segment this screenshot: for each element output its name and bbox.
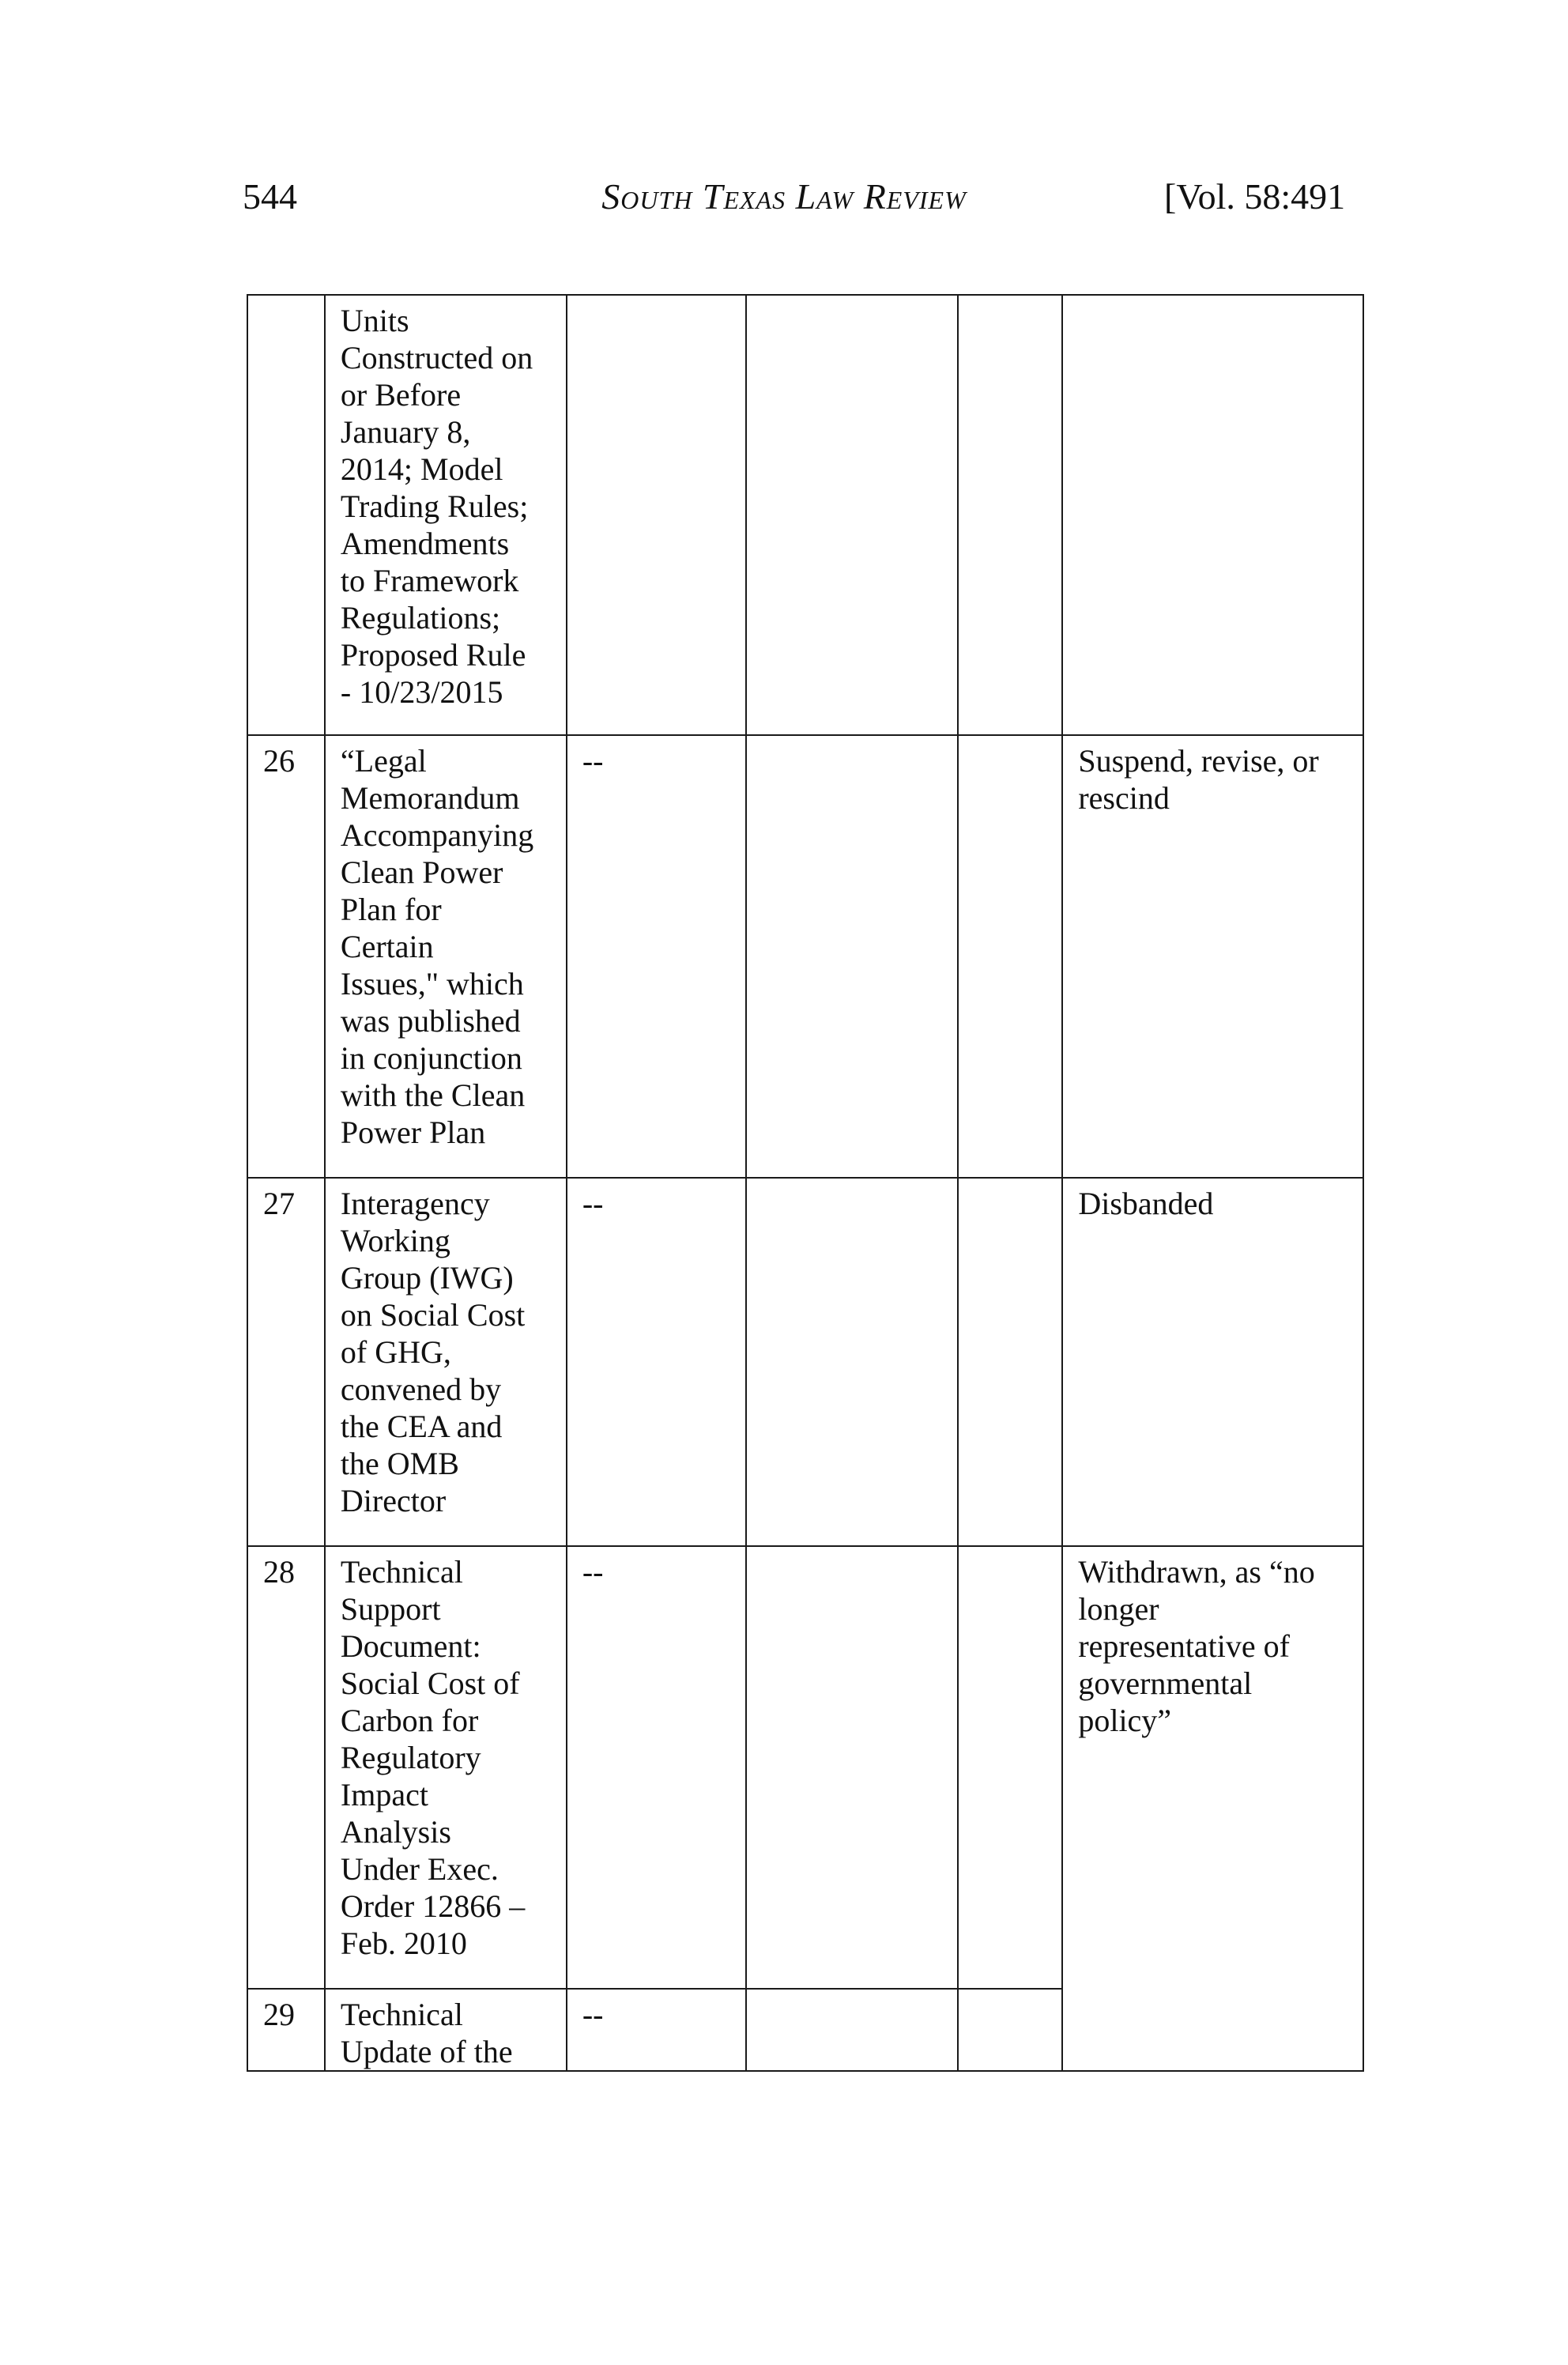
row-number-cell: 28 [247, 1546, 325, 1989]
table-cell [746, 735, 957, 1178]
action-cell: Suspend, revise, or rescind [1062, 735, 1363, 1178]
table-cell [958, 735, 1063, 1178]
regulatory-actions-table [247, 294, 1364, 2072]
action-cell [1062, 295, 1363, 735]
description-cell: “Legal Memorandum Accompanying Clean Power Plan for Certain Issues," which was published in conjunction with the Clean Power Plan [325, 735, 567, 1178]
description-cell: Units Constructed on or Before January 8, 2014; Model Trading Rules; Amendments to Framework Regulations; Proposed Rule - 10/23/2015 [325, 295, 567, 735]
table-cell: -- [567, 1546, 746, 1989]
table-cell [746, 295, 957, 735]
table-cell [958, 1989, 1063, 2071]
description-cell: Technical Support Document: Social Cost of Carbon for Regulatory Impact Analysis Under Exec. Order 12866 – Feb. 2010 [325, 1546, 567, 1989]
row-number-cell: 27 [247, 1178, 325, 1546]
journal-title: South Texas Law Review [601, 176, 967, 217]
table-cell: -- [567, 1178, 746, 1546]
table-cell [746, 1546, 957, 1989]
description-cell: Technical Update of the [325, 1989, 567, 2071]
table-cell [958, 295, 1063, 735]
action-cell: Withdrawn, as “no longer representative of governmental policy” [1062, 1546, 1363, 2071]
row-number-cell: 29 [247, 1989, 325, 2071]
table-cell [958, 1178, 1063, 1546]
table-row [247, 1178, 1363, 1546]
table-row [247, 1546, 1363, 1989]
page-number: 544 [243, 176, 297, 217]
action-cell: Disbanded [1062, 1178, 1363, 1546]
table-cell [746, 1178, 957, 1546]
row-number-cell: 26 [247, 735, 325, 1178]
table-cell: -- [567, 1989, 746, 2071]
page-header [0, 175, 1568, 223]
table-cell [567, 295, 746, 735]
row-number-cell [247, 295, 325, 735]
table-row [247, 735, 1363, 1178]
table-cell [746, 1989, 957, 2071]
volume-citation: [Vol. 58:491 [1164, 176, 1346, 217]
description-cell: Interagency Working Group (IWG) on Social Cost of GHG, convened by the CEA and the OMB Director [325, 1178, 567, 1546]
table-cell [958, 1546, 1063, 1989]
table-row [247, 295, 1363, 735]
table-cell: -- [567, 735, 746, 1178]
